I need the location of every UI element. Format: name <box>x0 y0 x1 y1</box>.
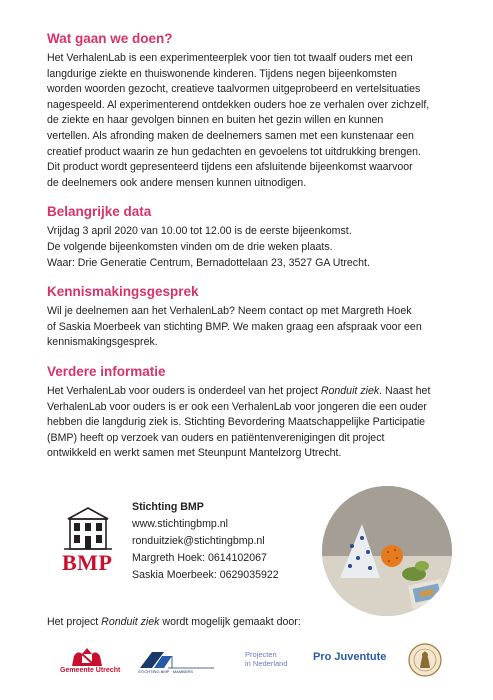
stichting-bmp-logo-text: STICHTING BMP · MAMBERS <box>138 669 194 674</box>
section-heading: Wat gaan we doen? <box>47 31 173 46</box>
projecten-line2: in Nederland <box>245 659 288 668</box>
stichting-bmp-logo <box>138 648 216 670</box>
phone-margreth: Margreth Hoek: 0614102067 <box>132 552 267 564</box>
website-link[interactable]: www.stichtingbmp.nl <box>132 518 228 530</box>
text-fragment: Het VerhalenLab voor ouders is onderdeel van het project <box>47 384 321 397</box>
org-name: Stichting BMP <box>132 501 204 513</box>
email-link[interactable]: ronduitziek@stichtingbmp.nl <box>132 535 265 547</box>
projecten-line1: Projecten <box>245 650 277 659</box>
phone-saskia: Saskia Moerbeek: 0629035922 <box>132 569 279 581</box>
text-line: de ziekte en haar gevolgen binnen en buiten het gezin willen en kunnen <box>47 114 384 127</box>
text-line: vertellen. Als afronding maken de deelnemers samen met een kunstenaar een <box>47 129 414 142</box>
section-heading: Kennismakingsgesprek <box>47 284 199 300</box>
text-line: Het VerhalenLab is een experimenteerplek voor tien tot twaalf ouders met een <box>47 52 413 64</box>
text-fragment: Het project <box>47 616 102 628</box>
section-body <box>47 304 467 351</box>
text-line: Vrijdag 3 april 2020 van 10.00 tot 12.00 is de eerste bijeenkomst. <box>47 225 352 238</box>
project-name: Ronduit ziek <box>320 384 380 397</box>
text-line: VerhalenLab voor ouders is er ook een VerhalenLab voor jongeren die een ouder <box>47 400 427 413</box>
sponsors-caption <box>47 615 301 630</box>
project-name: Ronduit ziek <box>101 616 160 628</box>
text-line: kennismakingsgesprek. <box>47 336 158 349</box>
text-line: Waar: Drie Generatie Centrum, Bernadottelaan 23, 3527 GA Utrecht. <box>47 256 370 269</box>
pro-text: Pro <box>313 651 332 663</box>
section-body <box>47 384 467 462</box>
main-content <box>47 30 467 474</box>
section-wat-gaan-we-doen <box>47 30 467 191</box>
photo-illustration <box>322 486 452 616</box>
text-line: worden woorden gezocht, creatieve taalvormen uitgeprobeerd en vertelsituaties <box>47 83 421 96</box>
text-line: hebben die langdurig ziek is. Stichting Bevordering Maatschappelijke Participatie <box>47 416 426 429</box>
section-body <box>47 224 467 271</box>
activity-photo <box>322 486 452 616</box>
juventute-text: Juventute <box>334 651 387 663</box>
text-line: De volgende bijeenkomsten vinden om de drie weken plaats. <box>47 240 333 253</box>
text-line <box>47 384 467 400</box>
text-line: nagespeeld. Al experimenterend ontdekken ouders hoe ze verhalen over zichzelf, <box>47 98 430 111</box>
text-line: creatief product waarin ze hun gedachten en gevoelens tot uitdrukking brengen. <box>47 145 421 158</box>
text-fragment: wordt mogelijk gemaakt door: <box>159 616 301 628</box>
text-line: (BMP) heeft op verzoek van ouders en patiëntenverenigingen dit project <box>47 431 385 444</box>
foundation-seal-logo <box>408 642 442 678</box>
section-verdere-informatie <box>47 363 467 462</box>
text-line: de deelnemers ook andere mensen kunnen uitnodigen. <box>47 176 307 189</box>
section-heading: Verdere informatie <box>47 363 166 379</box>
gemeente-utrecht-text: Gemeente Utrecht <box>60 667 121 674</box>
projecten-in-nederland-text <box>245 650 288 668</box>
bmp-logo-text: BMP <box>62 550 113 575</box>
text-line: Wil je deelnemen aan het VerhalenLab? Neem contact op met Margreth Hoek <box>47 305 412 318</box>
contact-info <box>132 499 292 584</box>
section-kennismakingsgesprek <box>47 283 467 351</box>
text-line: of Saskia Moerbeek van stichting BMP. We maken graag een afspraak voor een <box>47 320 422 333</box>
text-line: langdurige ziekte en thuiswonende kinderen. Tijdens negen bijeenkomsten <box>47 67 397 80</box>
gemeente-utrecht-logo <box>68 644 106 668</box>
pro-juventute-logo <box>313 651 386 663</box>
text-line: ontwikkeld en werkt samen met Steunpunt Mantelzorg Utrecht. <box>47 447 342 460</box>
section-body <box>47 51 467 191</box>
bmp-building-icon <box>60 505 116 551</box>
sponsor-logos <box>60 642 440 682</box>
section-heading: Belangrijke data <box>47 204 152 220</box>
text-fragment: . Naast het <box>379 384 431 397</box>
section-belangrijke-data <box>47 203 467 271</box>
text-line: Dit product wordt gepresenteerd tijdens een afsluitende bijeenkomst waarvoor <box>47 161 413 174</box>
